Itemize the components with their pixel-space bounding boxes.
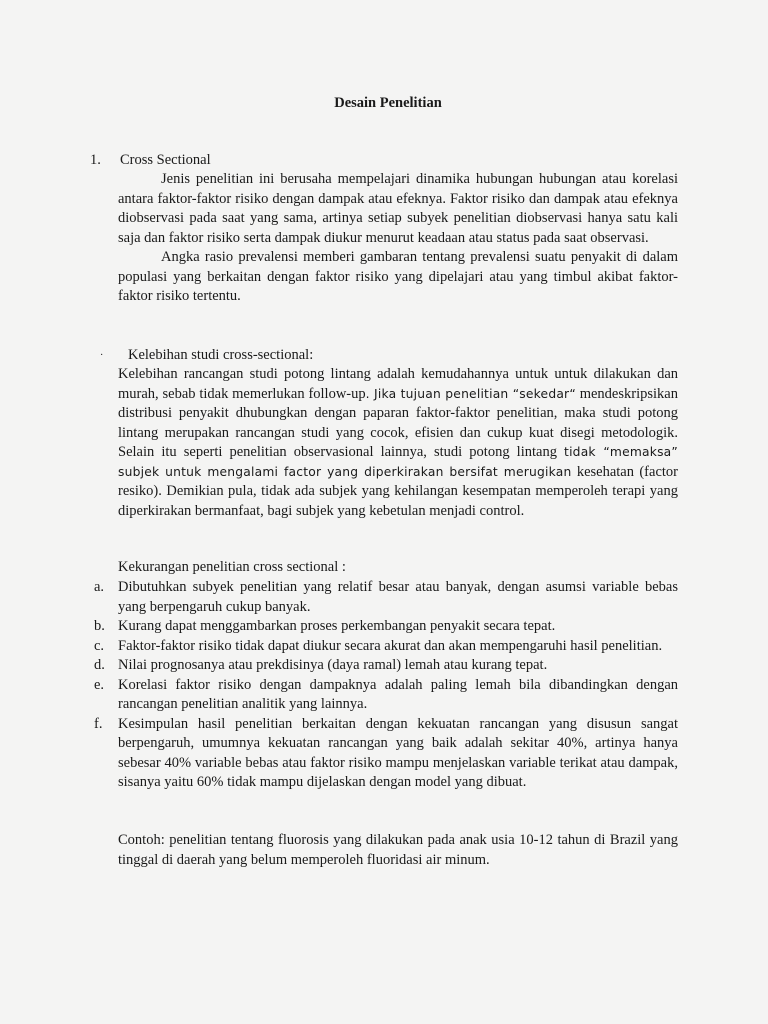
kekurangan-heading: Kekurangan penelitian cross sectional : — [118, 559, 346, 575]
list-item — [94, 715, 678, 793]
list-item-marker: c. — [94, 637, 105, 654]
kelebihan-body — [118, 365, 678, 521]
list-item — [94, 676, 678, 715]
list-item-text: Korelasi faktor risiko dengan dampaknya adalah paling lemah bila dibandingkan dengan rancangan penelitian analitik yang lainnya. — [118, 676, 678, 712]
list-item — [94, 656, 678, 676]
list-item-text: Nilai prognosanya atau prekdisinya (daya ramal) lemah atau kurang tepat. — [118, 657, 548, 673]
list-item-marker: f. — [94, 715, 103, 732]
kelebihan-heading: Kelebihan studi cross-sectional: — [128, 347, 314, 363]
paragraph-definition: Jenis penelitian ini berusaha mempelajari dinamika hubungan hubungan atau korelasi antara faktor-faktor risiko dengan dampak atau efeknya. Faktor risiko dan dampak atau efeknya diobservasi pada saat yang sama, artinya setiap subyek penelitian diobservasi hanya satu kali saja dan faktor risiko serta dampak diukur menurut keadaan atau status pada saat observasi. — [118, 171, 678, 246]
list-item-text: Dibutuhkan subyek penelitian yang relatif besar atau banyak, dengan asumsi variable bebas yang berpengaruh cukup banyak. — [118, 579, 678, 615]
list-item-text: Faktor-faktor risiko tidak dapat diukur secara akurat dan akan mempengaruhi hasil penelitian. — [118, 637, 663, 654]
section-heading: Cross Sectional — [120, 152, 211, 168]
list-item-marker: d. — [94, 657, 105, 673]
kelebihan-paragraph — [118, 365, 678, 521]
document-title: Desain Penelitian — [334, 95, 442, 111]
section-number: 1. — [90, 152, 101, 168]
kelebihan-text-1: Kelebihan rancangan studi potong lintang adalah kemudahannya untuk untuk dilakukan dan murah, sebab tidak memerlukan follow-up — [118, 366, 678, 402]
kelebihan-text-4: tidak “memaksa” subjek untuk mengalami factor yang diperkirakan bersifat merugikan — [118, 445, 678, 479]
kelebihan-text-2: . Jika tujuan penelitian “sekedar“ — [365, 386, 576, 401]
bullet-marker: · — [100, 350, 104, 361]
list-item-marker: a. — [94, 579, 105, 595]
kelebihan-text-3: mendeskripsikan distribusi penyakit dhubungkan dengan paparan faktor-faktor penelitian, maka studi potong lintang merupakan rancangan studi yang cocok, efisien dan cukup kuat disegi metodologik. Selain itu seperti penelitian observasional lainnya, studi potong lintang — [118, 385, 678, 460]
list-item-marker: e. — [94, 676, 105, 693]
section-body — [118, 170, 678, 307]
list-item — [94, 578, 678, 617]
list-item-text: Kurang dapat menggambarkan proses perkembangan penyakit secara tepat. — [118, 618, 556, 634]
list-item-marker: b. — [94, 618, 105, 634]
list-item — [94, 637, 678, 657]
kelebihan-text-5: kesehatan (factor resiko). Demikian pula, tidak ada subjek yang kehilangan kesempatan memperoleh terapi yang diperkirakan bermanfaat, bagi subjek yang kebetulan menjadi control. — [118, 463, 678, 519]
paragraph-prevalence: Angka rasio prevalensi memberi gambaran tentang prevalensi suatu penyakit di dalam populasi yang berkaitan dengan faktor risiko yang dipelajari atau yang timbul akibat faktor-faktor risiko tertentu. — [118, 249, 678, 304]
contoh-paragraph: Contoh: penelitian tentang fluorosis yang dilakukan pada anak usia 10-12 tahun di Brazil yang tinggal di daerah yang belum memperoleh fluoridasi air minum. — [118, 832, 678, 868]
kekurangan-list — [94, 578, 678, 793]
list-item-text: Kesimpulan hasil penelitian berkaitan dengan kekuatan rancangan yang disusun sangat berpengaruh, umumnya kekuatan rancangan yang baik adalah sekitar 40%, artinya hanya sebesar 40% variable bebas atau faktor risiko mampu menjelaskan variable terikat atau dampak, sisanya yaitu 60% tidak mampu dijelaskan dengan model yang dibuat. — [118, 715, 678, 790]
list-item — [94, 617, 678, 637]
